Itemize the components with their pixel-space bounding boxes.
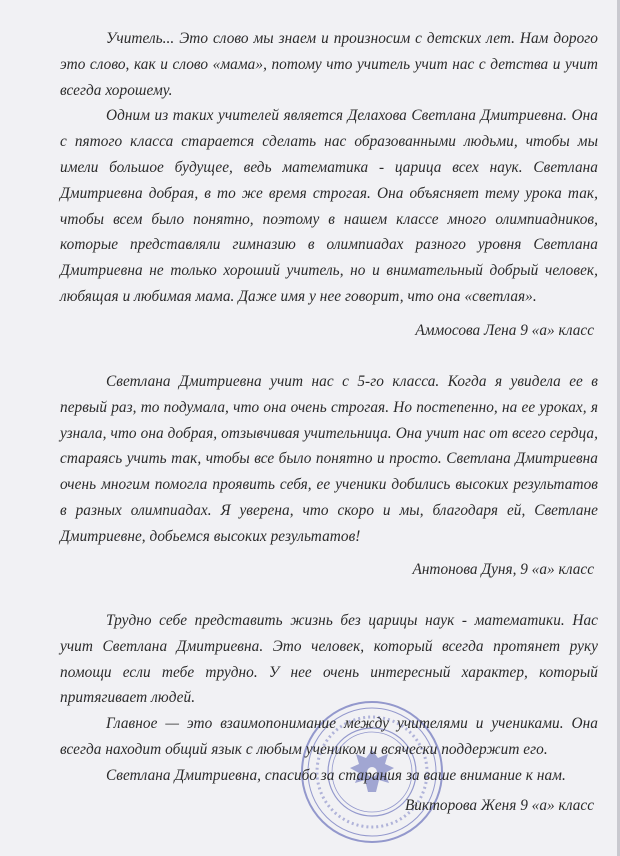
paragraph: Трудно себе представить жизнь без царицы наук - математики. Нас учит Светлана Дмитриевна. Это человек, который всегда протянет руку помощи если тебе трудно. У нее очень интересный характер, который притягивает людей. (60, 612, 598, 707)
essay-block-2 (60, 369, 598, 550)
paragraph: Светлана Дмитриевна учит нас с 5-го класса. Когда я увидела ее в первый раз, то подумала, что она очень строгая. Но постепенно, на ее уроках, я узнала, что она добрая, отзывчивая учительница. Она учит нас от всего сердца, стараясь учить так, чтобы все было понятно и просто. Светлана Дмитриевна очень многим помогла проявить себя, ее ученики добились высоких результатов в разных олимпиадах. Я уверена, что скоро и мы, благодаря ей, Светлане Дмитриевне, добьемся высоких результатов! (60, 373, 598, 545)
essay-block-3 (60, 608, 598, 789)
paragraph: Главное — это взаимопонимание между учителями и учениками. Она всегда находит общий язык с любым учеником и всячески поддержит его. (60, 715, 598, 758)
paragraph: Светлана Дмитриевна, спасибо за старания за ваше внимание к нам. (106, 766, 566, 784)
signature-3: Викторова Женя 9 «а» класс (404, 797, 594, 814)
essay-block-1 (60, 26, 598, 310)
signature-2: Антонова Дуня, 9 «а» класс (412, 561, 594, 578)
paragraph: Одним из таких учителей является Делахова Светлана Дмитриевна. Она с пятого класса старается сделать нас образованными людьми, чтобы мы имели большое будущее, ведь математика - царица всех наук. Светлана Дмитриевна добрая, в то же время строгая. Она объясняет тему урока так, чтобы всем было понятно, поэтому в нашем классе много олимпиадников, которые представляли гимназию в олимпиадах разного уровня Светлана Дмитриевна не только хороший учитель, но и внимательный добрый человек, любящая и любимая мама. Даже имя у нее говорит, что она «светлая». (60, 107, 598, 305)
signature-1: Аммосова Лена 9 «а» класс (415, 322, 594, 339)
paragraph: Учитель... Это слово мы знаем и произносим с детских лет. Нам дорого это слово, как и слово «мама», потому что учитель учит нас с детства и учит всегда хорошему. (60, 30, 598, 99)
